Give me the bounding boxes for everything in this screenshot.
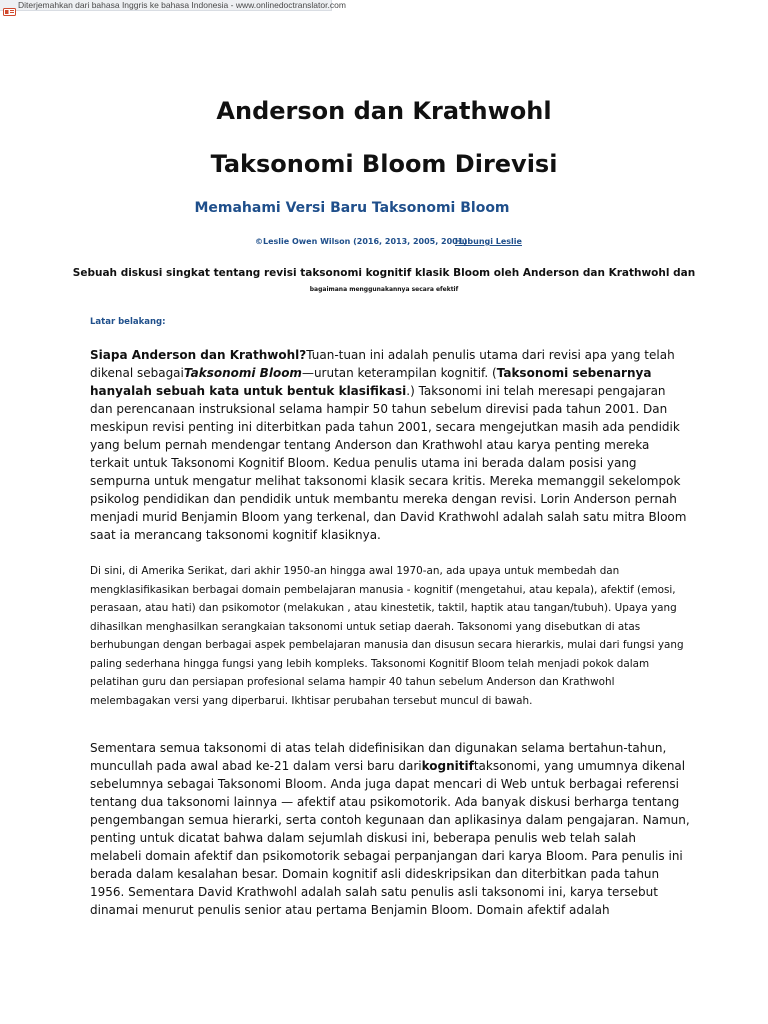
paragraph-text: Tuan-tuan ini adalah penulis utama dari revisi apa yang telah dikenal sebagai (90, 348, 675, 380)
author-credit: ©Leslie Owen Wilson (2016, 2013, 2005, 2001) (255, 237, 467, 246)
taxonomy-definition-bold: Taksonomi sebenarnya hanyalah sebuah kata untuk bentuk klasifikasi (90, 366, 652, 398)
paragraph-who-are-anderson-krathwohl (90, 346, 690, 544)
intro-line-1: Sebuah diskusi singkat tentang revisi taksonomi kognitif klasik Bloom oleh Anderson dan Krathwohl dan (72, 267, 696, 279)
taksonomi-bloom-emphasis: Taksonomi Bloom (183, 366, 302, 380)
paragraph-text: .) Taksonomi ini telah meresapi pengajaran dan perencanaan instruksional selama hampir 50 tahun sebelum direvisi pada tahun 2001. Dan meskipun revisi penting ini diterbitkan pada tahun 2001, secara mengejutkan masih ada pendidik yang belum pernah mendengar tentang Anderson dan Krathwohl atau karya penting mereka terkait untuk Taksonomi Kognitif Bloom. Kedua penulis utama ini berada dalam posisi yang sempurna untuk mengatur melihat taksonomi klasik secara kritis. Mereka memanggil sekelompok psikolog pendidikan dan pendidik untuk membantu mereka dengan revisi. Lorin Anderson pernah menjadi murid Benjamin Bloom yang terkenal, dan David Krathwohl adalah salah satu mitra Bloom saat ia merancang taksonomi kognitif klasiknya. (90, 384, 687, 542)
paragraph-us-history: Di sini, di Amerika Serikat, dari akhir 1950-an hingga awal 1970-an, ada upaya untuk membedah dan mengklasifikasikan berbagai domain pembelajaran manusia - kognitif (mengetahui, atau kepala), afektif (emosi, perasaan, atau hati) dan psikomotor (melakukan , atau kinestetik, taktil, haptik atau tangan/tubuh). Upaya yang dihasilkan menghasilkan serangkaian taksonomi untuk setiap daerah. Taksonomi yang disebutkan di atas berhubungan dengan berbagai aspek pembelajaran manusia dan disusun secara hierarkis, mulai dari fungsi yang paling sederhana hingga fungsi yang lebih kompleks. Taksonomi Kognitif Bloom telah menjadi pokok dalam pelatihan guru dan persiapan profesional selama hampir 40 tahun sebelum Anderson dan Krathwohl melembagakan versi yang diperbarui. Ikhtisar perubahan tersebut muncul di bawah. (90, 565, 684, 707)
document-subtitle: Memahami Versi Baru Taksonomi Bloom (194, 200, 510, 216)
translator-bar (0, 0, 346, 11)
document-title-line-1: Anderson dan Krathwohl (216, 97, 552, 125)
translator-logo-icon (3, 1, 16, 9)
translator-notice[interactable]: Diterjemahkan dari bahasa Inggris ke bahasa Indonesia - www.onlinedoctranslator.com (18, 0, 346, 10)
paragraph-text: Sementara semua taksonomi di atas telah didefinisikan dan digunakan selama bertahun-tahun, muncullah pada awal abad ke-21 dalam versi baru dari (90, 741, 667, 773)
paragraph-text: taksonomi, yang umumnya dikenal sebelumnya sebagai Taksonomi Bloom. Anda juga dapat mencari di Web untuk berbagai referensi tentang dua taksonomi lainnya — afektif atau psikomotorik. Ada banyak diskusi berharga tentang pengembangan semua hierarki, serta contoh kegunaan dan aplikasinya dalam pengajaran. Namun, penting untuk dicatat bahwa dalam sejumlah diskusi ini, beberapa penulis web telah salah melabeli domain afektif dan psikomotorik sebagai perpanjangan dari karya Bloom. Para penulis ini berada dalam kesalahan besar. Domain kognitif asli dideskripsikan dan diterbitkan pada tahun 1956. Sementara David Krathwohl adalah salah satu penulis asli taksonomi ini, karya tersebut dinamai menurut penulis senior atau pertama Benjamin Bloom. Domain afektif adalah (90, 759, 690, 917)
paragraph-taxonomy-domains (90, 739, 690, 919)
contact-leslie-link[interactable]: Hubungi Leslie (455, 237, 522, 246)
kognitif-bold: kognitif (421, 759, 474, 773)
intro-line-2: bagaimana menggunakannya secara efektif (309, 286, 459, 293)
document-title-line-2: Taksonomi Bloom Direvisi (210, 150, 558, 178)
paragraph-text: —urutan keterampilan kognitif. ( (301, 366, 497, 380)
question-bold: Siapa Anderson dan Krathwohl? (90, 348, 307, 362)
section-label-background: Latar belakang: (90, 317, 166, 327)
